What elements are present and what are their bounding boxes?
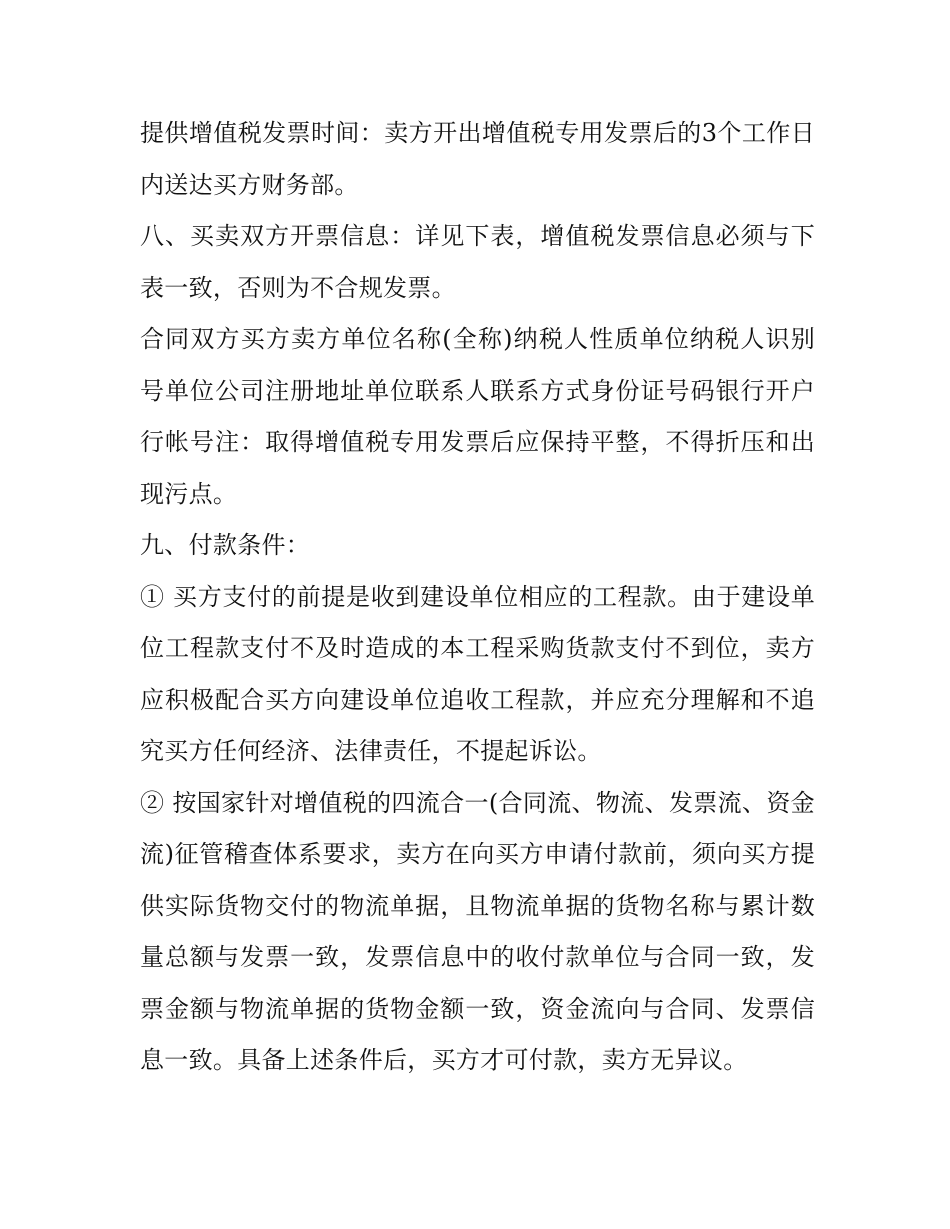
paragraph-section-8-invoicing-info: 八、买卖双方开票信息：详见下表，增值税发票信息必须与下表一致，否则为不合规发票。 — [140, 222, 815, 302]
paragraph-payment-condition-1: ① 买方支付的前提是收到建设单位相应的工程款。由于建设单位工程款支付不及时造成的本工程采购货款支付不到位，卖方应积极配合买方向建设单位追收工程款，并应充分理解和不追究买方任何经济、法律责任，不提起诉讼。 — [140, 582, 815, 765]
paragraph-invoice-delivery-time: 提供增值税发票时间：卖方开出增值税专用发票后的3个工作日内送达买方财务部。 — [140, 119, 815, 199]
paragraph-invoicing-table-fields: 合同双方买方卖方单位名称(全称)纳税人性质单位纳税人识别号单位公司注册地址单位联系人联系方式身份证号码银行开户行帐号注：取得增值税专用发票后应保持平整，不得折压和出现污点。 — [140, 325, 815, 508]
paragraph-payment-condition-2: ② 按国家针对增值税的四流合一(合同流、物流、发票流、资金流)征管稽查体系要求，卖方在向买方申请付款前，须向买方提供实际货物交付的物流单据，且物流单据的货物名称与累计数量总额与发票一致，发票信息中的收付款单位与合同一致，发票金额与物流单据的货物金额一致，资金流向与合同、发票信息一致。具备上述条件后，买方才可付款，卖方无异议。 — [140, 788, 815, 1074]
document-body — [140, 108, 815, 1087]
paragraph-section-9-heading: 九、付款条件： — [140, 531, 311, 559]
